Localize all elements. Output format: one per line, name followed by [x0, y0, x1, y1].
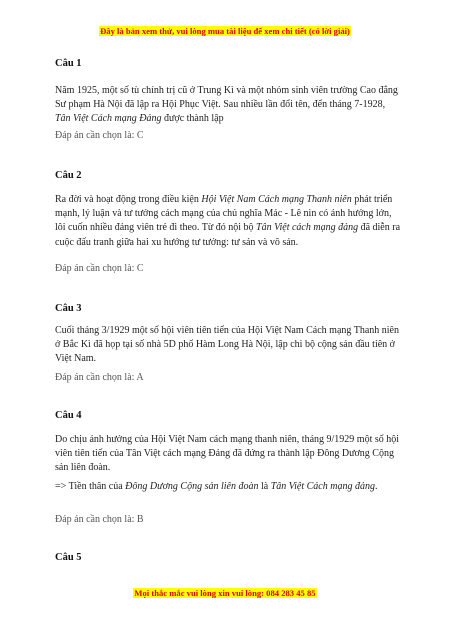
question-3-text: Cuối tháng 3/1929 một số hội viên tiên tiến của Hội Việt Nam Cách mạng Thanh niên ở Bắc Kì đã họp tại số nhà 5D phố Hàm Long Hà Nội, lập chi bộ cộng sản đầu tiên ở Việt Nam. — [55, 325, 399, 365]
contact-footer-text: Mọi thắc mắc vui lòng xin vui lòng: 084 283 45 85 — [134, 588, 316, 598]
question-3-answer: Đáp án cần chọn là: A — [55, 372, 144, 383]
question-1-title: Câu 1 — [55, 58, 82, 69]
question-5-title: Câu 5 — [55, 552, 82, 563]
question-2-text: Ra đời và hoạt động trong điều kiện Hội Việt Nam Cách mạng Thanh niên phát triển mạnh, lý luận và tư tưởng cách mạng của chủ nghĩa Mác - Lê nin có ảnh hưởng lớn, lôi cuốn nhiều đảng viên trẻ đi theo. Từ đó nội bộ Tân Việt cách mạng đảng đã diễn ra cuộc đấu tranh giữa hai xu hướng tư tưởng: tư sản và vô sản. — [55, 194, 401, 248]
question-4-title: Câu 4 — [55, 410, 82, 421]
question-4-note: => Tiền thân của Đông Dương Cộng sản liên đoàn là Tân Việt Cách mạng đảng. — [55, 481, 378, 492]
preview-banner-text: Đây là bản xem thử, vui lòng mua tài liệu để xem chi tiết (có lời giải) — [100, 26, 350, 36]
question-4-text: Do chịu ảnh hưởng của Hội Việt Nam cách mạng thanh niên, tháng 9/1929 một số hội viên tiên tiến của Tân Việt cách mạng Đảng đã đứng ra thành lập Đông Dương Cộng sản liên đoàn. — [55, 434, 400, 474]
preview-banner — [0, 26, 450, 36]
question-3-title: Câu 3 — [55, 303, 82, 314]
question-4-answer: Đáp án cần chọn là: B — [55, 514, 144, 525]
question-1-answer: Đáp án cần chọn là: C — [55, 130, 144, 141]
question-1-text: Năm 1925, một số tù chính trị cũ ở Trung Kì và một nhóm sinh viên trường Cao đẳng Sư phạm Hà Nội đã lập ra Hội Phục Việt. Sau nhiều lần đổi tên, đến tháng 7-1928, Tân Việt Cách mạng Đảng được thành lập — [55, 85, 398, 125]
party-name: Tân Việt Cách mạng Đảng — [55, 113, 162, 125]
question-2-answer: Đáp án cần chọn là: C — [55, 263, 144, 274]
contact-footer — [0, 588, 450, 598]
question-2-title: Câu 2 — [55, 170, 82, 181]
